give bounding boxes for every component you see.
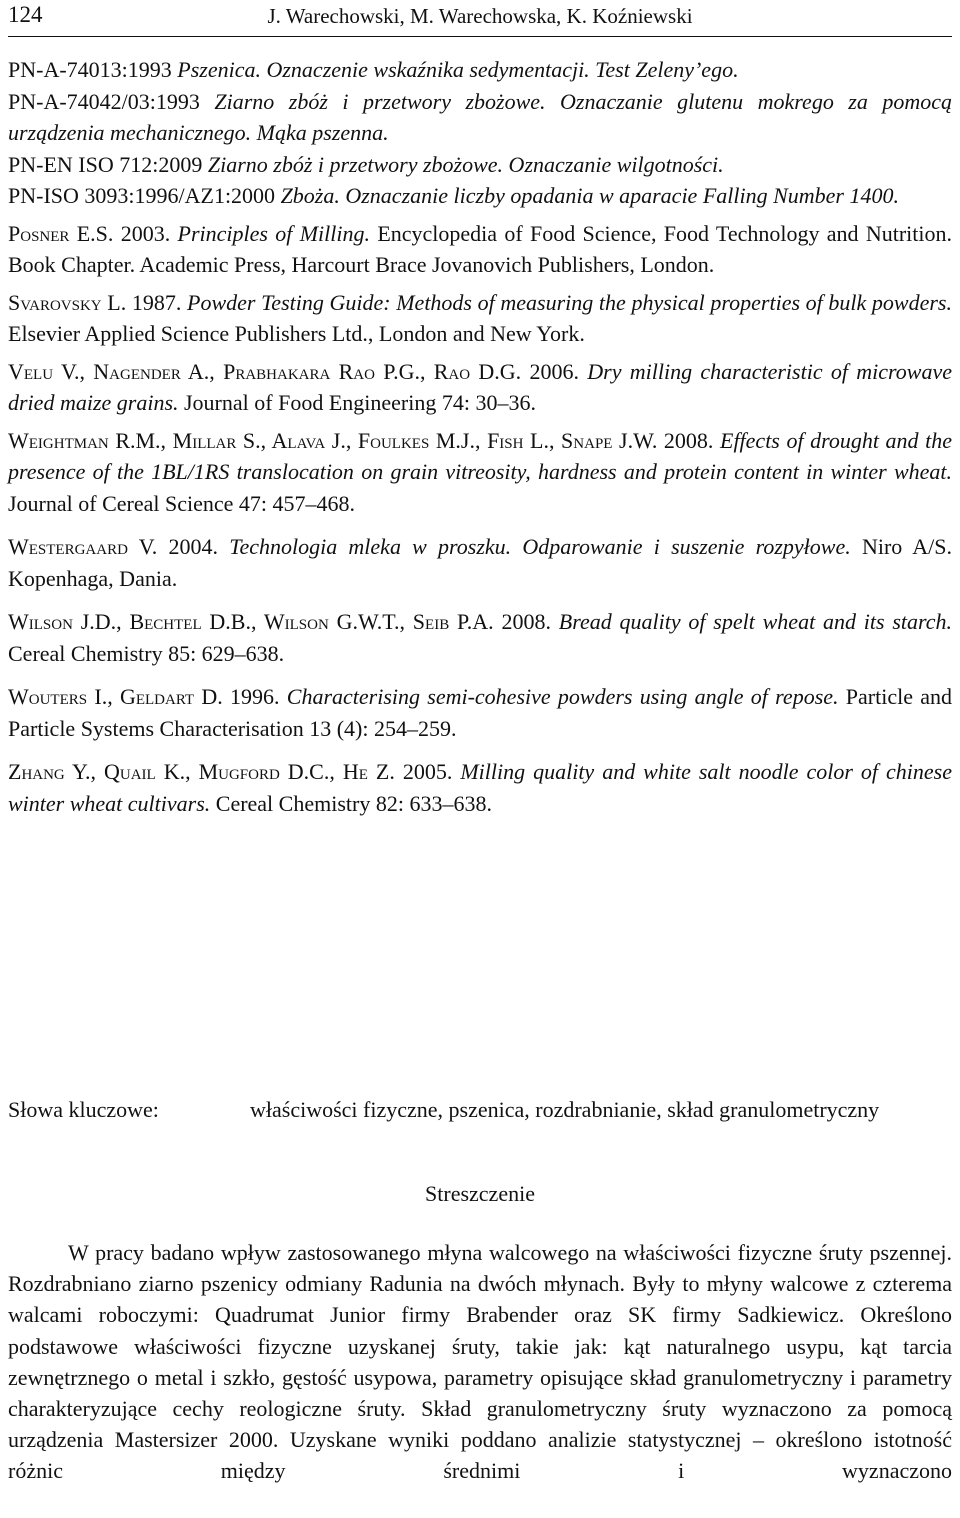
reference-item [8,180,952,212]
reference-item [8,287,952,350]
reference-item [8,218,952,281]
reference-source: Elsevier Applied Science Publishers Ltd., London and New York. [8,321,585,346]
reference-title: Zboża. Oznaczanie liczby opadania w aparacie Falling Number 1400. [280,183,899,208]
reference-title: Powder Testing Guide: Methods of measuring the physical properties of bulk powders. [187,289,952,315]
page-number: 124 [8,2,43,27]
reference-source: Journal of Food Engineering 74: 30–36. [184,390,536,415]
reference-item [8,54,952,86]
reference-authors: PN-EN ISO 712:2009 [8,151,203,177]
running-title: J. Warechowski, M. Warechowska, K. Koźniewski [267,4,693,28]
reference-source: Encyclopedia of Food Science, Food Technology and Nutrition. Book Chapter. Academic Press, Harcourt Brace Jovanovich Publishers, London. [8,220,953,277]
reference-authors: Zhang Y., Quail K., Mugford D.C., He Z. 2005. [8,759,453,784]
reference-title: Technologia mleka w proszku. Odparowanie i suszenie rozpyłowe. [229,534,851,559]
reference-item [8,425,952,520]
reference-title: Pszenica. Oznaczenie wskaźnika sedymentacji. Test Zeleny’ego. [177,57,739,82]
reference-list [8,54,952,831]
reference-source: Journal of Cereal Science 47: 457–468. [8,490,356,516]
reference-item [8,606,952,669]
reference-source: Cereal Chemistry 82: 633–638. [215,790,492,816]
abstract-title: Streszczenie [425,1181,535,1206]
reference-item [8,681,952,744]
reference-source: Cereal Chemistry 85: 629–638. [8,640,285,666]
reference-source: Particle and Particle Systems Characterisation 13 (4): 254–259. [8,684,953,741]
abstract-text: W pracy badano wpływ zastosowanego młyna walcowego na właściwości fizyczne śruty pszennej. Rozdrabniano ziarno pszenicy odmiany Radunia na dwóch młynach. Były to młyny walcowe z czterema walcami roboczymi: Quadrumat Junior firmy Brabender oraz SK firmy Sadkiewicz. Określono podstawowe właściwości fizyczne uzyskanej śruty, takie jak: kąt naturalnego usypu, kąt tarcia zewnętrznego o metal i szkło, gęstość usypowa, parametry opisujące skład granulometryczny i parametry charakteryzujące cechy reologiczne śruty. Skład granulometryczny śruty wyznaczono za pomocą urządzenia Mastersizer 2000. Uzyskane wyniki poddano analizie statystycznej – określono istotność różnic między średnimi i wyznaczono [8,1240,952,1484]
reference-authors: PN-A-74042/03:1993 [8,88,200,114]
reference-authors: Weightman R.M., Millar S., Alava J., Foulkes M.J., Fish L., Snape J.W. 2008. [8,427,714,453]
page-header [8,0,952,37]
reference-authors: Westergaard V. 2004. [8,534,219,559]
reference-title: Milling quality and white salt noodle color of chinese winter wheat cultivars. [8,759,952,816]
reference-authors: Posner E.S. 2003. [8,220,171,246]
reference-title: Characterising semi-cohesive powders using angle of repose. [286,684,839,709]
reference-authors: Wilson J.D., Bechtel D.B., Wilson G.W.T., Seib P.A. 2008. [8,609,551,634]
keywords-text: właściwości fizyczne, pszenica, rozdrabnianie, skład granulometryczny [250,1097,880,1122]
reference-item [8,756,952,819]
reference-item [8,531,952,594]
reference-title: Principles of Milling. [177,220,370,246]
reference-item [8,86,952,149]
reference-authors: Wouters I., Geldart D. 1996. [8,684,280,709]
reference-authors: PN-ISO 3093:1996/AZ1:2000 [8,183,276,208]
reference-title: Effects of drought and the presence of the 1BL/1RS translocation on grain vitreosity, hardness and protein content in winter wheat. [8,427,952,484]
reference-title: Dry milling characteristic of microwave dried maize grains. [8,358,952,415]
reference-item [8,356,952,419]
reference-title: Ziarno zbóż i przetwory zbożowe. Oznaczanie wilgotności. [207,151,724,177]
reference-title: Ziarno zbóż i przetwory zbożowe. Oznaczanie glutenu mokrego za pomocą urządzenia mechanicznego. Mąka pszenna. [8,88,953,145]
reference-source: Niro A/S. Kopenhaga, Dania. [8,534,953,591]
reference-title: Bread quality of spelt wheat and its starch. [558,609,953,634]
reference-item [8,149,952,181]
reference-authors: PN-A-74013:1993 [8,57,172,82]
reference-authors: Velu V., Nagender A., Prabhakara Rao P.G., Rao D.G. 2006. [8,358,579,384]
reference-authors: Svarovsky L. 1987. [8,289,182,315]
keywords-label: Słowa kluczowe: [8,1097,159,1122]
